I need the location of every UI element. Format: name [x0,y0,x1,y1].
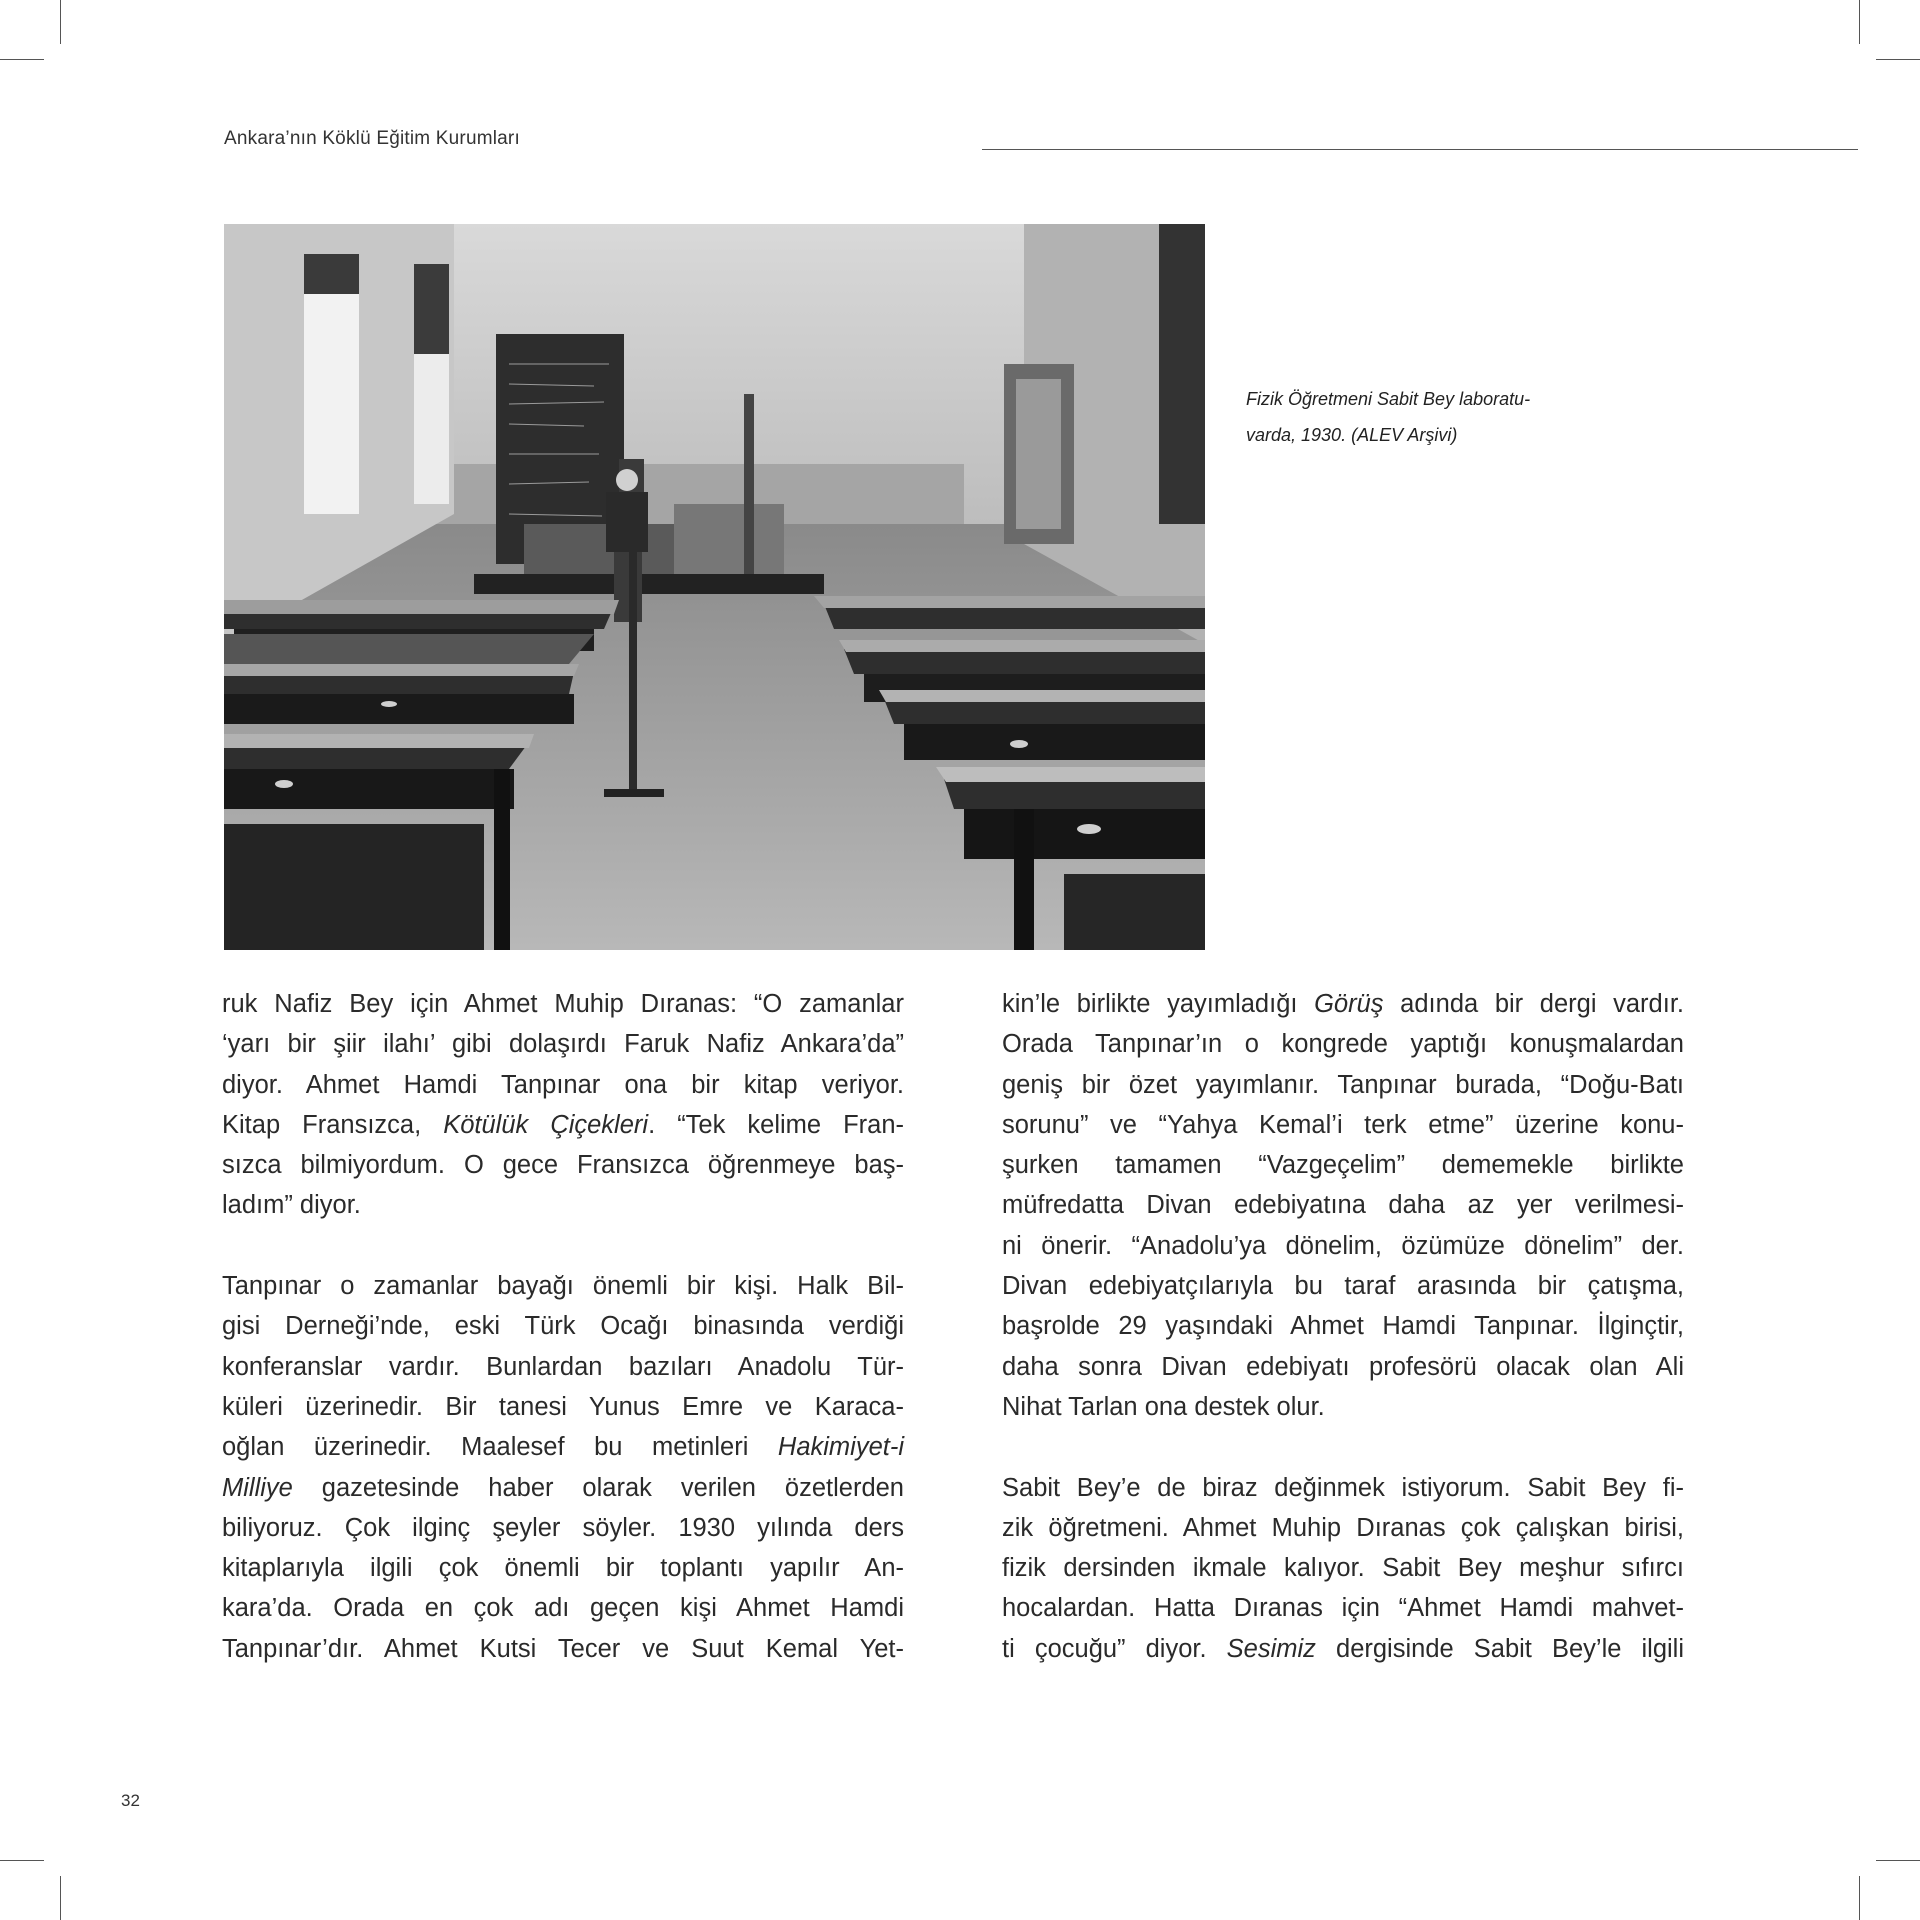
photo-caption [1246,381,1626,453]
crop-mark [60,0,61,44]
text-line: fizik dersinden ikmale kalıyor. Sabit Bey meşhur sıfırcı [1002,1554,1684,1583]
crop-mark [0,59,44,60]
caption-line: Fizik Öğretmeni Sabit Bey laboratu- [1246,389,1531,409]
text-line: konferanslar vardır. Bunlardan bazıları Anadolu Tür- [222,1352,904,1381]
text-line: kitaplarıyla ilgili çok önemli bir toplantı yapılır An- [222,1554,904,1583]
text-line: ni önerir. “Anadolu’ya dönelim, özümüze dönelim” der. [1002,1231,1684,1260]
caption-line: varda, 1930. (ALEV Arşivi) [1246,425,1458,445]
laboratory-photo [224,224,1205,950]
text-line: sorunu” ve “Yahya Kemal’i terk etme” üzerine konu- [1002,1110,1684,1139]
text-line: müfredatta Divan edebiyatına daha az yer verilmesi- [1002,1191,1684,1220]
text-line: Nihat Tarlan ona destek olur. [1002,1392,1325,1421]
header-rule [982,149,1858,150]
text-line: biliyoruz. Çok ilginç şeyler söyler. 1930 yılında ders [222,1513,904,1542]
italic-title: Görüş [1314,990,1384,1018]
text-line: geniş bir özet yayımlanır. Tanpınar burada, “Doğu-Batı [1002,1070,1684,1099]
text-line: hocalardan. Hatta Dıranas için “Ahmet Hamdi mahvet- [1002,1594,1684,1623]
text-line: kara’da. Orada en çok adı geçen kişi Ahmet Hamdi [222,1594,904,1623]
text-line: Divan edebiyatçılarıyla bu taraf arasında bir çatışma, [1002,1272,1684,1301]
text-run: . “Tek kelime Fran- [648,1110,905,1139]
text-line: Sabit Bey’e de biraz değinmek istiyorum. Sabit Bey fi- [1002,1473,1684,1502]
text-run: Kitap Fransızca, [222,1110,444,1139]
crop-mark [1859,0,1860,44]
page-number: 32 [121,1791,140,1810]
italic-title: Kötülük Çiçekleri [443,1110,649,1139]
text-line: gisi Derneği’nde, eski Türk Ocağı binasında verdiği [222,1312,904,1341]
text-line: küleri üzerinedir. Bir tanesi Yunus Emre ve Karaca- [222,1392,904,1421]
text-line: şurken tamamen “Vazgeçelim” dememekle birlikte [1002,1151,1684,1180]
text-line [222,1468,904,1508]
italic-title: Sesimiz [1226,1634,1316,1663]
crop-mark [0,1860,44,1861]
text-line [1002,984,1684,1024]
text-line: sızca bilmiyordum. O gece Fransızca öğrenmeye baş- [222,1151,904,1180]
crop-mark [1876,1860,1920,1861]
text-line: Tanpınar o zamanlar bayağı önemli bir kişi. Halk Bil- [222,1272,904,1301]
text-run: oğlan üzerinedir. Maalesef bu metinleri [222,1433,778,1462]
text-line: Orada Tanpınar’ın o kongrede yaptığı konuşmalardan [1002,1030,1684,1059]
text-line: ruk Nafiz Bey için Ahmet Muhip Dıranas: “O zamanlar [222,990,904,1018]
text-run: dergisinde Sabit Bey’le ilgili [1315,1634,1685,1663]
text-line: zik öğretmeni. Ahmet Muhip Dıranas çok çalışkan birisi, [1002,1513,1684,1542]
text-run: adında bir dergi vardır. [1383,990,1684,1018]
text-line: ‘yarı bir şiir ilahı’ gibi dolaşırdı Faruk Nafiz Ankara’da” [222,1030,904,1059]
text-line [1002,1629,1684,1669]
crop-mark [60,1876,61,1920]
text-line [222,1427,904,1467]
italic-title: Milliye [222,1473,293,1502]
text-run: gazetesinde haber olarak verilen özetlerden [292,1473,904,1502]
text-line [222,1105,904,1145]
italic-title: Hakimiyet-i [777,1433,904,1462]
right-text-column [1002,984,1684,1669]
text-line: ladım” diyor. [222,1191,361,1220]
text-line: Tanpınar’dır. Ahmet Kutsi Tecer ve Suut Kemal Yet- [222,1634,904,1663]
text-run: ti çocuğu” diyor. [1002,1634,1227,1663]
text-line: daha sonra Divan edebiyatı profesörü olacak olan Ali [1002,1352,1684,1381]
text-line: diyor. Ahmet Hamdi Tanpınar ona bir kitap veriyor. [222,1070,904,1099]
left-text-column [222,984,904,1669]
crop-mark [1859,1876,1860,1920]
text-run: kin’le birlikte yayımladığı [1002,990,1315,1018]
text-line: başrolde 29 yaşındaki Ahmet Hamdi Tanpınar. İlginçtir, [1002,1312,1684,1341]
running-head: Ankara’nın Köklü Eğitim Kurumları [224,128,520,149]
crop-mark [1876,59,1920,60]
